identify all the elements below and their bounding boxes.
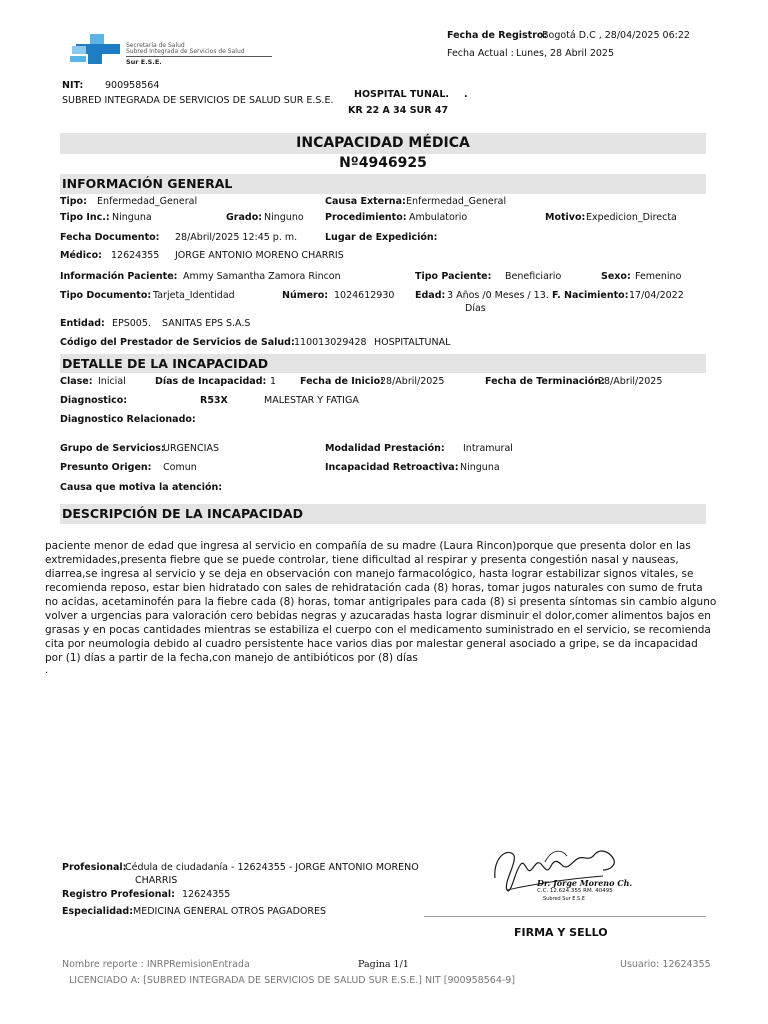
tipo-paciente-label: Tipo Paciente: bbox=[415, 271, 492, 282]
tipo-inc-label: Tipo Inc.: bbox=[60, 212, 110, 223]
fecha-actual-label: Fecha Actual : bbox=[447, 48, 514, 59]
descripcion-trailing: . bbox=[45, 665, 49, 676]
especialidad-label: Especialidad: bbox=[62, 906, 134, 917]
origen-label: Presunto Origen: bbox=[60, 462, 152, 473]
grado-label: Grado: bbox=[226, 212, 263, 223]
relacionado-label: Diagnostico Relacionado: bbox=[60, 414, 196, 425]
grupo-value: URGENCIAS bbox=[163, 443, 219, 454]
inicio-label: Fecha de Inicio: bbox=[300, 376, 384, 387]
inicio-value: 28/Abril/2025 bbox=[380, 376, 445, 387]
dias-label: Días de Incapacidad: bbox=[155, 376, 267, 387]
clase-value: Inicial bbox=[98, 376, 126, 387]
signature-line bbox=[424, 916, 706, 917]
entidad-name: SANITAS EPS S.A.S bbox=[162, 318, 251, 329]
diagnostico-code: R53X bbox=[200, 395, 228, 406]
dias-value: 1 bbox=[270, 376, 277, 387]
signature-sub: Subred Sur E.S.E bbox=[543, 896, 585, 902]
fecha-registro-label: Fecha de Registro: bbox=[447, 30, 548, 41]
grupo-label: Grupo de Servicios: bbox=[60, 443, 165, 454]
medico-id: 12624355 bbox=[111, 250, 160, 261]
logo-cross-icon bbox=[68, 32, 124, 68]
grado-value: Ninguno bbox=[264, 212, 304, 223]
signature-cc: C.C. 12.624.355 RM. 40495 bbox=[537, 888, 613, 894]
signature-name: Dr. Jorge Moreno Ch. bbox=[537, 878, 633, 888]
document-number: Nº4946925 bbox=[339, 155, 427, 171]
clase-label: Clase: bbox=[60, 376, 93, 387]
profesional-label: Profesional: bbox=[62, 862, 127, 873]
modalidad-label: Modalidad Prestación: bbox=[325, 443, 445, 454]
numero-value: 1024612930 bbox=[334, 290, 395, 301]
nacimiento-label: F. Nacimiento: bbox=[552, 290, 629, 301]
nit-value: 900958564 bbox=[105, 80, 160, 91]
hospital-name: HOSPITAL TUNAL. bbox=[354, 89, 449, 100]
tipo-doc-value: Tarjeta_Identidad bbox=[153, 290, 235, 301]
diagnostico-desc: MALESTAR Y FATIGA bbox=[264, 395, 359, 406]
medico-name: JORGE ANTONIO MORENO CHARRIS bbox=[175, 250, 344, 261]
registro-label: Registro Profesional: bbox=[62, 889, 175, 900]
entity-name: SUBRED INTEGRADA DE SERVICIOS DE SALUD SUR E.S.E. bbox=[62, 95, 334, 106]
fecha-actual-value: Lunes, 28 Abril 2025 bbox=[516, 48, 615, 59]
footer-pagina: Pagina 1/1 bbox=[358, 959, 409, 970]
modalidad-value: Intramural bbox=[463, 443, 513, 454]
nit-label: NIT: bbox=[62, 80, 84, 91]
logo-divider bbox=[126, 56, 272, 57]
origen-value: Comun bbox=[163, 462, 197, 473]
descripcion-text: paciente menor de edad que ingresa al servicio en compañía de su madre (Laura Rincon)porque que presenta dolor en las extremidades,presenta fiebre que se puede controlar, tiene dificultad al respirar y presenta congestión nasal y nauseas, diarrea,se ingresa al servicio y se deja en observación con manejo farmacológico, hasta lograr estabilizar signos vitales, se recomienda reposo, estar bien hidratado con sales de rehidratación cada (8) horas, tomar jugos naturales con sumo de fruta no acidas, acetaminofén para la fiebre cada (8) horas, tomar antigripales para cada (8) si presenta síntomas sin cambio alguno volver a urgencias para valoración cero bebidas negras y azucaradas hasta lograr disminuir el dolor,comer alimentos bajos en grasas y en pocas cantidades mientras se estabiliza el cuerpo con el medicamento suministrado en el servicio, se recomienda cita por neumologia debido al cuadro persistente hace varios dias por malestar general asociado a gripe, se da incapacidad por (1) días a partir de la fecha,con manejo de antibióticos por (8) días bbox=[45, 540, 717, 664]
causa-label: Causa Externa: bbox=[325, 196, 406, 207]
registro-value: 12624355 bbox=[182, 889, 231, 900]
hospital-dot: . bbox=[464, 89, 468, 100]
logo bbox=[68, 32, 278, 68]
tipo-label: Tipo: bbox=[60, 196, 87, 207]
edad-value-1: 3 Años /0 Meses / 13. bbox=[447, 290, 549, 301]
fecha-doc-value: 28/Abril/2025 12:45 p. m. bbox=[175, 232, 298, 243]
signature bbox=[485, 840, 635, 912]
nacimiento-value: 17/04/2022 bbox=[629, 290, 684, 301]
motivo-value: Expedicion_Directa bbox=[586, 212, 677, 223]
numero-label: Número: bbox=[282, 290, 329, 301]
retroactiva-value: Ninguna bbox=[460, 462, 500, 473]
footer-licencia: LICENCIADO A: [SUBRED INTEGRADA DE SERVICIOS DE SALUD SUR E.S.E.] NIT [900958564-9] bbox=[69, 975, 516, 986]
medico-label: Médico: bbox=[60, 250, 102, 261]
retroactiva-label: Incapacidad Retroactiva: bbox=[325, 462, 459, 473]
descripcion-section-title: DESCRIPCIÓN DE LA INCAPACIDAD bbox=[62, 506, 303, 521]
edad-label: Edad: bbox=[415, 290, 446, 301]
footer-usuario: Usuario: 12624355 bbox=[620, 959, 711, 970]
especialidad-value: MEDICINA GENERAL OTROS PAGADORES bbox=[133, 906, 327, 917]
edad-value-2: Días bbox=[465, 303, 486, 314]
causa-value: Enfermedad_General bbox=[406, 196, 507, 207]
motivo-label: Motivo: bbox=[545, 212, 586, 223]
terminacion-label: Fecha de Terminación: bbox=[485, 376, 605, 387]
sexo-label: Sexo: bbox=[601, 271, 631, 282]
logo-text-1: Secretaría de Salud bbox=[126, 42, 185, 49]
paciente-label: Información Paciente: bbox=[60, 271, 178, 282]
general-section-title: INFORMACIÓN GENERAL bbox=[62, 176, 233, 191]
entidad-code: EPS005. bbox=[112, 318, 151, 329]
hospital-address: KR 22 A 34 SUR 47 bbox=[348, 105, 449, 116]
detalle-section-title: DETALLE DE LA INCAPACIDAD bbox=[62, 356, 269, 371]
procedimiento-label: Procedimiento: bbox=[325, 212, 407, 223]
prestador-code: 110013029428 bbox=[294, 337, 367, 348]
logo-text-2: Subred Integrada de Servicios de Salud bbox=[126, 48, 245, 55]
paciente-value: Ammy Samantha Zamora Rincon bbox=[183, 271, 341, 282]
prestador-label: Código del Prestador de Servicios de Salud: bbox=[60, 337, 295, 348]
tipo-value: Enfermedad_General bbox=[97, 196, 198, 207]
fecha-doc-label: Fecha Documento: bbox=[60, 232, 160, 243]
firma-sello-label: FIRMA Y SELLO bbox=[514, 926, 608, 939]
fecha-registro-value: Bogotá D.C , 28/04/2025 06:22 bbox=[542, 30, 690, 41]
procedimiento-value: Ambulatorio bbox=[409, 212, 468, 223]
lugar-label: Lugar de Expedición: bbox=[325, 232, 438, 243]
diagnostico-label: Diagnostico: bbox=[60, 395, 128, 406]
tipo-inc-value: Ninguna bbox=[112, 212, 152, 223]
terminacion-value: 28/Abril/2025 bbox=[598, 376, 663, 387]
tipo-doc-label: Tipo Documento: bbox=[60, 290, 152, 301]
logo-text-3: Sur E.S.E. bbox=[126, 58, 162, 66]
footer-reporte: Nombre reporte : INRPRemisionEntrada bbox=[62, 959, 250, 970]
sexo-value: Femenino bbox=[635, 271, 682, 282]
prestador-name: HOSPITALTUNAL bbox=[374, 337, 451, 348]
entidad-label: Entidad: bbox=[60, 318, 105, 329]
document-title: INCAPACIDAD MÉDICA bbox=[296, 135, 470, 151]
profesional-line2: CHARRIS bbox=[135, 875, 178, 886]
profesional-line1: Cédula de ciudadanía - 12624355 - JORGE ANTONIO MORENO bbox=[125, 862, 419, 873]
causa-atencion-label: Causa que motiva la atención: bbox=[60, 482, 223, 493]
tipo-paciente-value: Beneficiario bbox=[505, 271, 562, 282]
